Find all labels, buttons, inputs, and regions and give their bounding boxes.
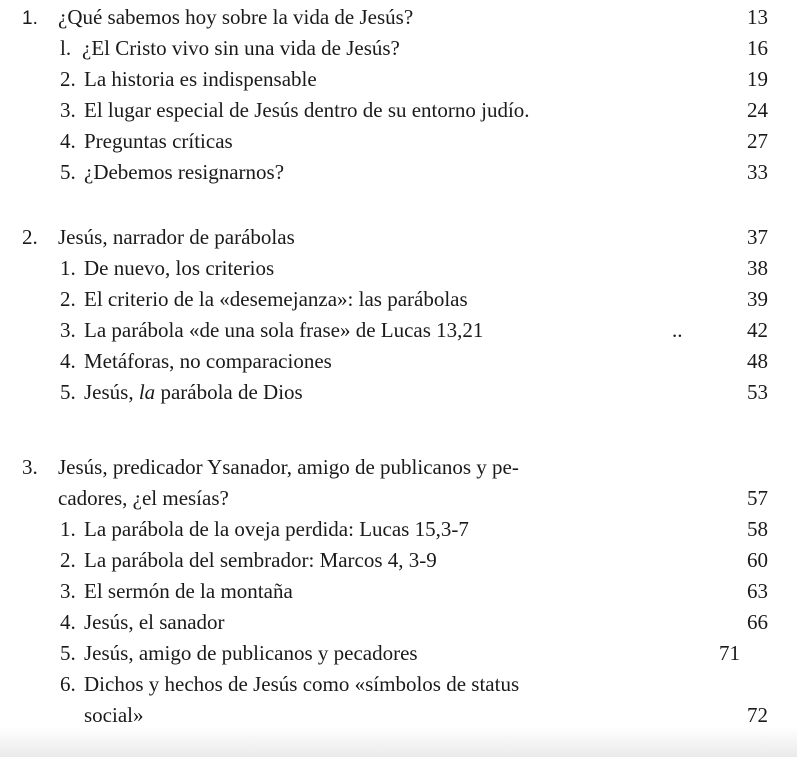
chapter-number: 2.: [22, 225, 38, 249]
section-page-number: 19: [747, 67, 768, 91]
section-number: 3.: [60, 579, 76, 603]
section-page-number: 24: [747, 98, 768, 122]
toc-entry: [60, 672, 520, 696]
section-title-line-1: Dichos y hechos de Jesús como «símbolos de status: [84, 672, 520, 696]
section-number: 4.: [60, 129, 76, 153]
section-title: La parábola del sembrador: Marcos 4, 3-9: [84, 548, 437, 572]
dot-leader: ..: [672, 318, 683, 342]
section-title: Metáforas, no comparaciones: [84, 349, 332, 373]
section-title: ¿Debemos resignarnos?: [84, 160, 285, 184]
section-number: 2.: [60, 67, 76, 91]
section-page-number: 48: [747, 349, 768, 373]
section-page-number: 16: [747, 36, 768, 60]
section-title: ¿El Cristo vivo sin una vida de Jesús?: [82, 36, 400, 60]
section-page-number: 39: [747, 287, 768, 311]
toc-entry: [60, 287, 468, 311]
section-number: 3.: [60, 98, 76, 122]
chapter-page-number: 37: [747, 225, 768, 249]
toc-entry: [60, 98, 530, 122]
section-title: Preguntas críticas: [84, 129, 233, 153]
section-title: El lugar especial de Jesús dentro de su entorno judío.: [84, 98, 530, 122]
section-title: Jesús, amigo de publicanos y pecadores: [84, 641, 418, 665]
section-page-number: 58: [747, 517, 768, 541]
toc-entry: [60, 579, 293, 603]
toc-entry: [60, 256, 275, 280]
toc-entry: [60, 349, 332, 373]
chapter-3-heading: [22, 455, 519, 479]
section-page-number: 72: [747, 703, 768, 727]
toc-entry: [60, 36, 400, 60]
chapter-1-heading: [22, 5, 414, 31]
toc-entry-continued: [84, 703, 143, 727]
section-title-prefix: Jesús,: [84, 380, 139, 404]
section-number: 3.: [60, 318, 76, 342]
section-number: 5.: [60, 160, 76, 184]
section-title: El criterio de la «desemejanza»: las parábolas: [84, 287, 468, 311]
toc-entry: [60, 548, 437, 572]
chapter-3-heading-continued: [58, 486, 229, 510]
section-page-number: 71: [719, 641, 740, 665]
page-bottom-shadow: [0, 727, 797, 757]
section-page-number: 33: [747, 160, 768, 184]
section-title: Jesús, el sanador: [84, 610, 225, 634]
section-title: El sermón de la montaña: [84, 579, 293, 603]
section-title-line-2: social»: [84, 703, 144, 727]
toc-entry: [60, 610, 225, 634]
chapter-2-heading: [22, 225, 295, 249]
toc-entry: [60, 67, 317, 91]
section-page-number: 53: [747, 380, 768, 404]
section-title: [84, 380, 303, 404]
chapter-title: ¿Qué sabemos hoy sobre la vida de Jesús?: [58, 5, 414, 29]
section-number: 4.: [60, 349, 76, 373]
toc-entry: [60, 160, 285, 184]
chapter-title-line-1: Jesús, predicador Ysanador, amigo de publicanos y pe-: [58, 455, 519, 479]
chapter-number: 3.: [22, 455, 38, 479]
section-number: 2.: [60, 287, 76, 311]
section-title: La parábola de la oveja perdida: Lucas 15,3-7: [84, 517, 469, 541]
section-page-number: 38: [747, 256, 768, 280]
chapter-title-line-2: cadores, ¿el mesías?: [58, 486, 229, 510]
section-title: La parábola «de una sola frase» de Lucas 13,21: [84, 318, 484, 342]
chapter-number: 1.: [22, 8, 38, 29]
section-number: 1.: [60, 517, 76, 541]
section-page-number: 42: [747, 318, 768, 342]
toc-entry: [60, 129, 233, 153]
section-number: 2.: [60, 548, 76, 572]
section-title-italic: la: [138, 380, 156, 404]
chapter-title: Jesús, narrador de parábolas: [58, 225, 295, 249]
section-number: 5.: [60, 641, 76, 665]
section-number: 5.: [60, 380, 76, 404]
toc-entry: [60, 517, 469, 541]
chapter-page-number: 13: [747, 5, 768, 29]
section-page-number: 60: [747, 548, 768, 572]
toc-entry: [60, 641, 418, 665]
section-page-number: 66: [747, 610, 768, 634]
section-number: l.: [60, 36, 72, 60]
section-number: 4.: [60, 610, 76, 634]
section-number: 1.: [60, 256, 76, 280]
section-page-number: 63: [747, 579, 768, 603]
toc-entry: [60, 380, 303, 404]
section-page-number: 27: [747, 129, 768, 153]
toc-entry: [60, 318, 683, 342]
section-title: De nuevo, los criterios: [84, 256, 275, 280]
chapter-page-number: 57: [747, 486, 768, 510]
section-title-suffix: parábola de Dios: [155, 380, 303, 404]
section-number: 6.: [60, 672, 76, 696]
section-title: La historia es indispensable: [84, 67, 317, 91]
